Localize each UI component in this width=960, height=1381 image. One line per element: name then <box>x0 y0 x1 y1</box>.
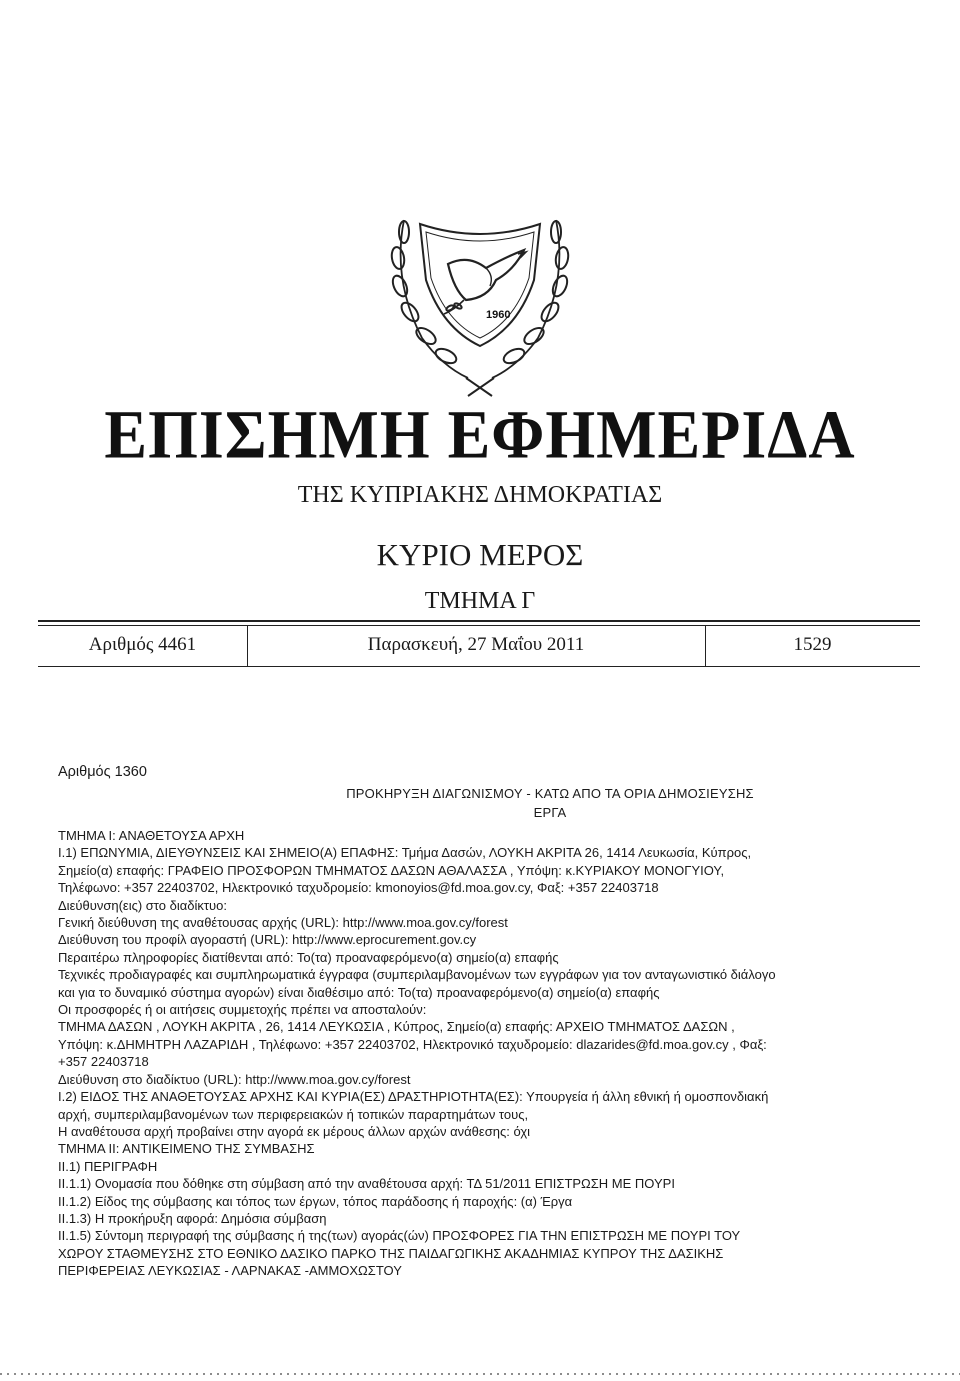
gazette-part: ΚΥΡΙΟ ΜΕΡΟΣ <box>376 537 584 572</box>
body-line: ΙΙ.1) ΠΕΡΙΓΡΑΦΗ <box>58 1158 158 1174</box>
body-line: ΙΙ.1.2) Είδος της σύμβασης και τόπος των έργων, τόπος παράδοσης ή παροχής: (α) Έργα <box>58 1193 573 1209</box>
body-line: ΤΜΗΜΑ Ι: ΑΝΑΘΕΤΟΥΣΑ ΑΡΧΗ <box>58 828 245 843</box>
rule-divider <box>38 625 920 626</box>
footer-dotted-rule <box>0 1372 960 1376</box>
body-line: Η αναθέτουσα αρχή προβαίνει στην αγορά εκ μέρους άλλων αρχών ανάθεσης: όχι <box>58 1123 531 1139</box>
gazette-title: ΕΠΙΣΗΜΗ ΕΦΗΜΕΡΙΔΑ <box>104 396 856 473</box>
body-line: Σημείο(α) επαφής: ΓΡΑΦΕΙΟ ΠΡΟΣΦΟΡΩΝ ΤΜΗΜΑΤΟΣ ΔΑΣΩΝ ΑΘΑΛΑΣΣΑ , Υπόψη: κ.ΚΥΡΙΑΚΟΥ ΜΟΝΟΓΥΙΟΥ, <box>58 862 725 878</box>
gazette-subtitle: ΤΗΣ ΚΥΠΡΙΑΚΗΣ ΔΗΜΟΚΡΑΤΙΑΣ <box>297 482 663 508</box>
notice-number: Αριθμός 1360 <box>58 764 147 780</box>
body-line: ΠΕΡΙΦΕΡΕΙΑΣ ΛΕΥΚΩΣΙΑΣ - ΛΑΡΝΑΚΑΣ -ΑΜΜΟΧΩΣΤΟΥ <box>58 1263 402 1279</box>
body-line: ΤΜΗΜΑ ΙΙ: ΑΝΤΙΚΕΙΜΕΝΟ ΤΗΣ ΣΥΜΒΑΣΗΣ <box>58 1141 315 1157</box>
body-line: Ι.2) ΕΙΔΟΣ ΤΗΣ ΑΝΑΘΕΤΟΥΣΑΣ ΑΡΧΗΣ ΚΑΙ ΚΥΡΙΑ(ΕΣ) ΔΡΑΣΤΗΡΙΟΤΗΤΑ(ΕΣ): Υπουργεία ή άλλη εθνική ή ομοσπονδιακή <box>58 1089 769 1105</box>
body-line: ΤΜΗΜΑ ΔΑΣΩΝ , ΛΟΥΚΗ ΑΚΡΙΤΑ , 26, 1414 ΛΕΥΚΩΣΙΑ , Κύπρος, Σημείο(α) επαφής: ΑΡΧΕΙΟ ΤΜΗΜΑΤΟΣ ΔΑΣΩΝ , <box>58 1019 735 1035</box>
body-line: Διεύθυνση του προφίλ αγοραστή (URL): http://www.eprocurement.gov.cy <box>58 932 477 948</box>
rule-divider <box>38 666 920 667</box>
page-number: 1529 <box>793 634 832 655</box>
body-line: αρχή, συμπεριλαμβανομένων των περιφερειακών ή τοπικών παραρτημάτων τους, <box>58 1106 529 1122</box>
shield-outline <box>420 224 540 346</box>
body-line: Διεύθυνση(εις) στο διαδίκτυο: <box>58 897 227 913</box>
body-line: ΧΩΡΟΥ ΣΤΑΘΜΕΥΣΗΣ ΣΤΟ ΕΘΝΙΚΟ ΔΑΣΙΚΟ ΠΑΡΚΟ ΤΗΣ ΠΑΙΔΑΓΩΓΙΚΗΣ ΑΚΑΔΗΜΙΑΣ ΚΥΠΡΟΥ ΤΗΣ ΔΑΣΙΚΗΣ <box>58 1245 724 1261</box>
body-line: +357 22403718 <box>58 1054 149 1070</box>
issue-number: Αριθμός 4461 <box>88 634 197 655</box>
notice-heading-line: ΠΡΟΚΗΡΥΞΗ ΔΙΑΓΩΝΙΣΜΟΥ - ΚΑΤΩ ΑΠΟ ΤΑ ΟΡΙΑ ΔΗΜΟΣΙΕΥΣΗΣ <box>346 786 754 801</box>
body-line: Γενική διεύθυνση της αναθέτουσας αρχής (URL): http://www.moa.gov.cy/forest <box>58 915 508 931</box>
body-line: Τεχνικές προδιαγραφές και συμπληρωματικά έγγραφα (συμπεριλαμβανομένων των εγγράφων για τον ανταγωνιστικό διάλογο <box>58 967 776 983</box>
body-line: και για το δυναμικό σύστημα αγορών) είναι διαθέσιμο από: Το(τα) προαναφερόμενο(α) σημείο(α) επαφής <box>58 984 660 1000</box>
body-line: ΙΙ.1.1) Ονομασία που δόθηκε στη σύμβαση από την αναθέτουσα αρχή: ΤΔ 51/2011 ΕΠΙΣΤΡΩΣΗ ΜΕ ΠΟΥΡΙ <box>58 1176 675 1192</box>
body-line: Οι προσφορές ή οι αιτήσεις συμμετοχής πρέπει να αποσταλούν: <box>58 1002 427 1018</box>
body-line: Τηλέφωνο: +357 22403702, Ηλεκτρονικό ταχυδρομείο: kmonoyios@fd.moa.gov.cy, Φαξ: +357 22403718 <box>58 880 659 896</box>
notice-heading <box>250 784 850 822</box>
rule-divider <box>38 620 920 622</box>
body-line: Διεύθυνση στο διαδίκτυο (URL): http://www.moa.gov.cy/forest <box>58 1071 411 1087</box>
emblem-year: 1960 <box>486 309 511 321</box>
body-line: ΙΙ.1.3) Η προκήρυξη αφορά: Δημόσια σύμβαση <box>58 1210 327 1226</box>
body-line: ΙΙ.1.5) Σύντομη περιγραφή της σύμβασης ή της(των) αγοράς(ών) ΠΡΟΣΦΟΡΕΣ ΓΙΑ ΤΗΝ ΕΠΙΣΤΡΩΣΗ ΜΕ ΠΟΥΡΙ ΤΟΥ <box>58 1228 741 1244</box>
body-line: Ι.1) ΕΠΩΝΥΜΙΑ, ΔΙΕΥΘΥΝΣΕΙΣ ΚΑΙ ΣΗΜΕΙΟ(Α) ΕΠΑΦΗΣ: Τμήμα Δασών, ΛΟΥΚΗ ΑΚΡΙΤΑ 26, 1414 Λευκωσία, Κύπρος, <box>58 845 752 861</box>
notice-body <box>58 827 888 1280</box>
issue-date: Παρασκευή, 27 Μαΐου 2011 <box>367 634 585 655</box>
issue-info-bar <box>38 620 920 667</box>
body-line: Περαιτέρω πληροφορίες διατίθενται από: Το(τα) προαναφερόμενο(α) σημείο(α) επαφής <box>58 949 559 965</box>
coat-of-arms-emblem <box>368 210 592 400</box>
notice-heading-line: ΕΡΓΑ <box>533 805 567 820</box>
body-line: Υπόψη: κ.ΔΗΜΗΤΡΗ ΛΑΖΑΡΙΔΗ , Τηλέφωνο: +357 22403702, Ηλεκτρονικό ταχυδρομείο: dlazarides@fd.moa.gov.cy , Φαξ: <box>58 1036 767 1052</box>
gazette-section: ΤΜΗΜΑ Γ <box>424 588 536 614</box>
